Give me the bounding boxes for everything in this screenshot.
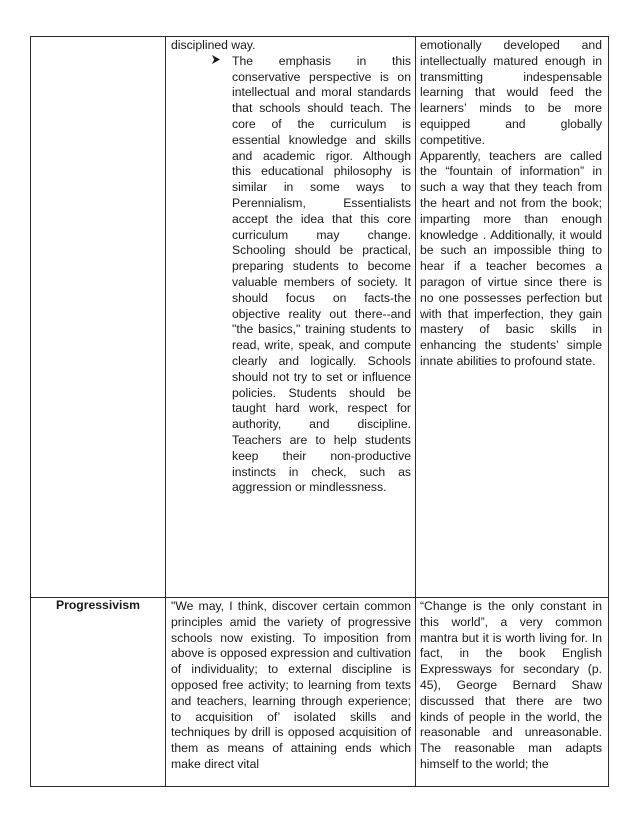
philosophy-table (30, 36, 609, 787)
description-cell (166, 37, 416, 598)
reflection-cell (416, 37, 609, 598)
quote-text: "We may, I think, discover certain common principles amid the variety of progressive schools now existing. To imposition from above is opposed expression and cultivation of individuality; to external discipline is opposed free activity; to learning from texts and teachers, learning through experience; to acquisition of’ isolated skills and techniques by drill is opposed acquisition of them as means of attaining ends which make direct vital (171, 599, 411, 771)
description-cell (166, 598, 416, 787)
philosophy-label-cell (31, 598, 166, 787)
reflection-paragraph: “Change is the only constant in this world”, a very common mantra but it is worth living for. In fact, in the book English Expressways for secondary (p. 45), George Bernard Shaw discussed that there are two kinds of people in the world, the reasonable and unreasonable. The reasonable man adapts himself to the world; the (420, 599, 602, 771)
philosophy-label-cell (31, 37, 166, 598)
continuation-text: disciplined way. (171, 38, 256, 52)
philosophy-label-empty (31, 37, 165, 40)
reflection-paragraph: emotionally developed and intellectually matured enough in transmitting indespensable learning that would feed the learners’ minds to be more equipped and globally competitive. (420, 38, 602, 147)
table-row (31, 598, 609, 787)
table-row (31, 37, 609, 598)
reflection-paragraph: Apparently, teachers are called the “fountain of information” in such a way that they teach from the heart and not from the book; imparting more than enough knowledge . Additionally, it would be such an impossible thing to hear if a teacher becomes a paragon of virtue since there is no one possesses perfection but with that imperfection, they gain mastery of basic skills in enhancing the students’ simple innate abilities to profound state. (420, 148, 602, 368)
reflection-cell (416, 598, 609, 787)
arrow-bullet-icon (211, 54, 225, 71)
bullet-text: The emphasis in this conservative perspective is on intellectual and moral standards that schools should teach. The core of the curriculum is essential knowledge and skills and academic rigor. Although this educational philosophy is similar in some ways to Perennialism, Essentialists accept the idea that this core curriculum may change. Schooling should be practical, preparing students to become valuable members of society. It should focus on facts-the objective reality out there--and "the basics," training students to read, write, speak, and compute clearly and logically. Schools should not try to set or influence policies. Students should be taught hard work, respect for authority, and discipline. Teachers are to help students keep their non-productive instincts in check, such as aggression or mindlessness. (232, 53, 411, 495)
philosophy-label: Progressivism (55, 598, 140, 612)
bullet-item (171, 54, 411, 496)
